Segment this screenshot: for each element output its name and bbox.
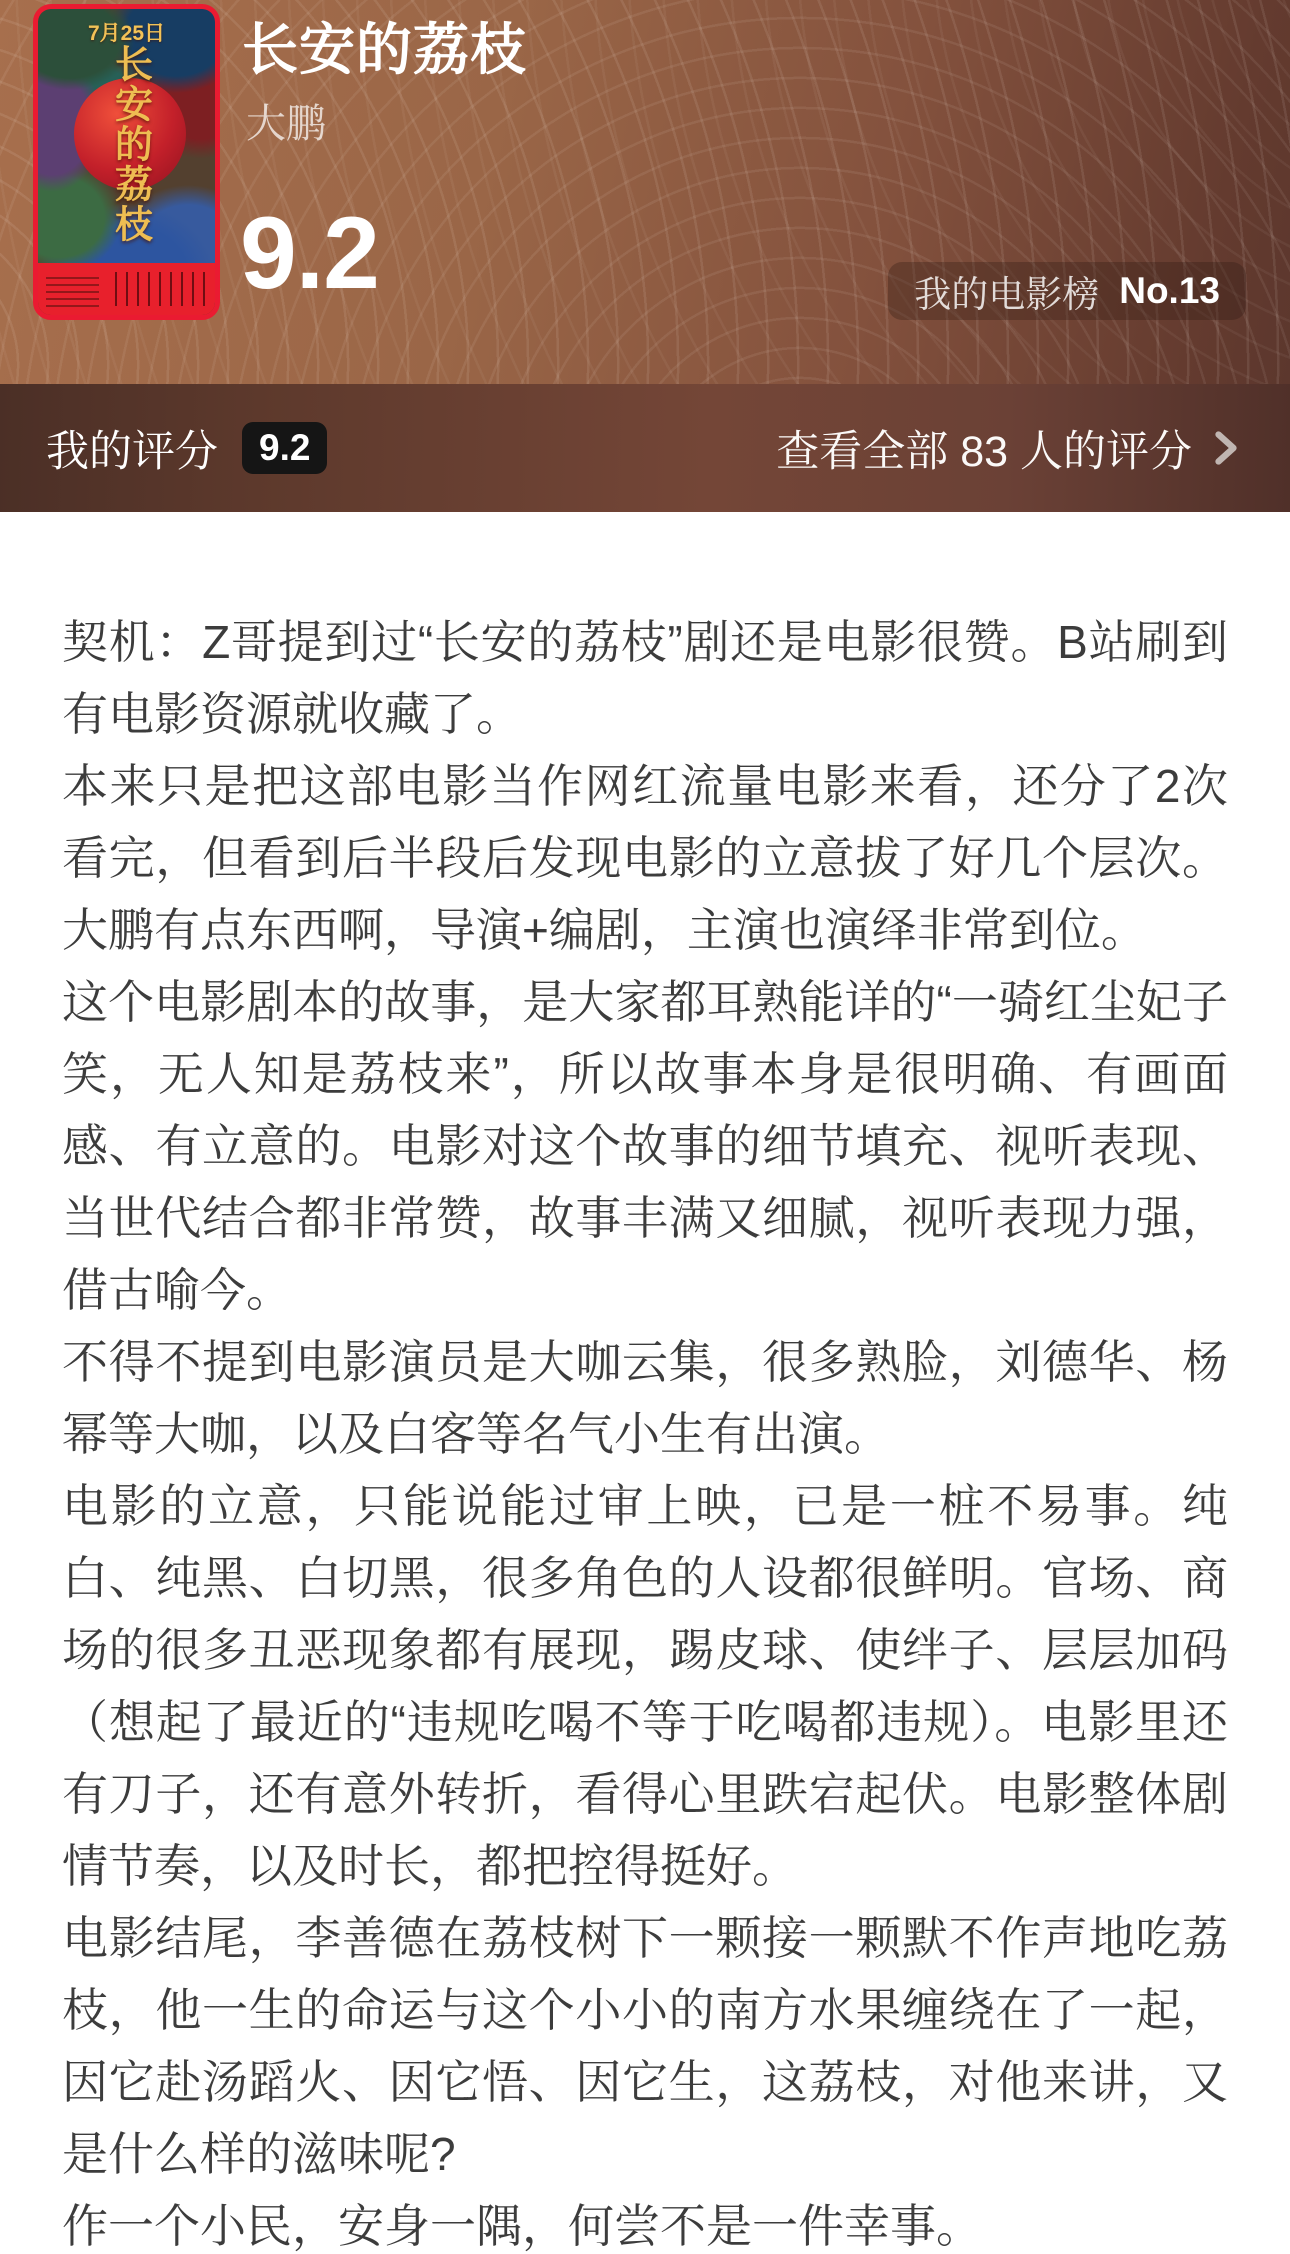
view-all-ratings-link[interactable] xyxy=(776,418,1244,479)
my-rating-badge: 9.2 xyxy=(242,422,327,475)
review-paragraph: 电影的立意，只能说能过审上映，已是一桩不易事。纯白、纯黑、白切黑，很多角色的人设都很鲜明。官场、商场的很多丑恶现象都有展现，踢皮球、使绊子、层层加码（想起了最近的“违规吃喝不等于吃喝都违规）。电影里还有刀子，还有意外转折，看得心里跌宕起伏。电影整体剧情节奏，以及时长，都把控得挺好。 xyxy=(62,1480,1228,1892)
movie-header xyxy=(0,0,1290,384)
view-all-ratings-text: 查看全部 83 人的评分 xyxy=(776,427,1192,476)
movie-score: 9.2 xyxy=(240,196,379,310)
chevron-right-icon xyxy=(1208,427,1244,469)
my-rating-group xyxy=(46,418,327,479)
review-paragraph: 不得不提到电影演员是大咖云集，很多熟脸，刘德华、杨幂等大咖，以及白客等名气小生有出演。 xyxy=(62,1336,1228,1460)
rank-badge[interactable] xyxy=(888,262,1246,320)
poster-artwork xyxy=(38,9,215,315)
review-paragraph: 这个电影剧本的故事，是大家都耳熟能详的“一骑红尘妃子笑，无人知是荔枝来”，所以故事本身是很明确、有画面感、有立意的。电影对这个故事的细节填充、视听表现、当世代结合都非常赞，故事丰满又细腻，视听表现力强，借古喻今。 xyxy=(62,976,1228,1316)
poster-credits-strip xyxy=(38,263,215,315)
review-paragraph: 本来只是把这部电影当作网红流量电影来看，还分了2次看完，但看到后半段后发现电影的立意拔了好几个层次。大鹏有点东西啊，导演+编剧，主演也演绎非常到位。 xyxy=(62,760,1228,956)
movie-title: 长安的荔枝 xyxy=(242,18,527,81)
review-paragraph: 电影结尾，李善德在荔枝树下一颗接一颗默不作声地吃荔枝，他一生的命运与这个小小的南方水果缠绕在了一起，因它赴汤蹈火、因它悟、因它生，这荔枝，对他来讲，又是什么样的滋味呢? xyxy=(62,1912,1228,2180)
rank-badge-label: 我的电影榜 xyxy=(914,274,1100,315)
movie-director: 大鹏 xyxy=(246,102,326,146)
rating-bar xyxy=(0,384,1290,512)
review-paragraph: 契机：Z哥提到过“长安的荔枝”剧还是电影很赞。B站刷到有电影资源就收藏了。 xyxy=(62,616,1228,740)
review-paragraph: 作一个小民，安身一隅，何尝不是一件幸事。 xyxy=(62,2200,982,2252)
poster-title-calligraphy: 长安的荔枝 xyxy=(108,43,151,244)
poster-release-date: 7月25日 xyxy=(87,22,166,45)
review-body xyxy=(0,512,1290,2254)
movie-poster[interactable] xyxy=(33,4,220,320)
my-rating-label: 我的评分 xyxy=(46,427,218,476)
rank-badge-number: No.13 xyxy=(1119,270,1220,311)
